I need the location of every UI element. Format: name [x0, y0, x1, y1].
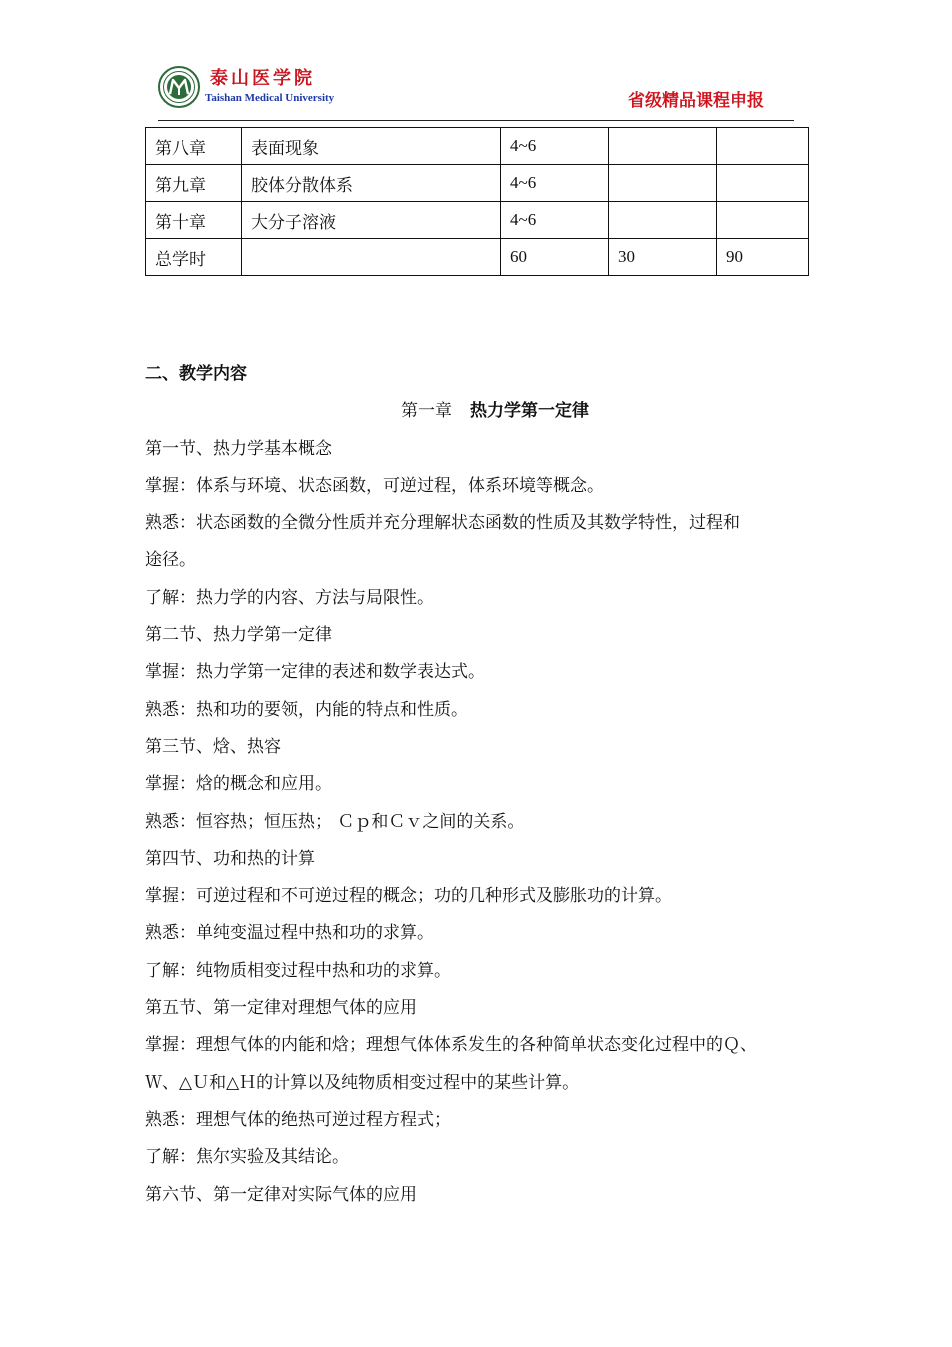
content-line: 熟悉：热和功的要领，内能的特点和性质。: [145, 699, 468, 720]
hours-cell: [609, 202, 717, 239]
content-line: 熟悉：理想气体的绝热可逆过程方程式；: [145, 1109, 451, 1130]
content-line: 第四节、功和热的计算: [145, 848, 315, 869]
chapter-name: 热力学第一定律: [470, 401, 589, 422]
content-line: 掌握：体系与环境、状态函数，可逆过程，体系环境等概念。: [145, 475, 604, 496]
content-line: 第二节、热力学第一定律: [145, 625, 332, 646]
content-line: 掌握：理想气体的内能和焓；理想气体体系发生的各种简单状态变化过程中的Ｑ、: [145, 1035, 757, 1056]
title-cell: [242, 239, 501, 276]
hours-cell: [717, 165, 809, 202]
content-line: 了解：焦尔实验及其结论。: [145, 1147, 349, 1168]
total-hours-cell: 90: [717, 239, 809, 276]
chapter-cell: 第八章: [146, 128, 242, 165]
content-line: 熟悉：状态函数的全微分性质并充分理解状态函数的性质及其数学特性，过程和: [145, 513, 740, 534]
content-line: 第三节、焓、热容: [145, 736, 281, 757]
content-line: 第六节、第一定律对实际气体的应用: [145, 1184, 417, 1205]
hours-cell: [717, 202, 809, 239]
hours-cell: [609, 165, 717, 202]
content-line: 掌握：可逆过程和不可逆过程的概念；功的几种形式及膨胀功的计算。: [145, 886, 672, 907]
chapter-cell: 第十章: [146, 202, 242, 239]
hours-cell: 4~6: [501, 202, 609, 239]
content-line: 了解：热力学的内容、方法与局限性。: [145, 587, 434, 608]
university-name-cn: 泰山医学院: [210, 68, 315, 89]
chapter-cell: 第九章: [146, 165, 242, 202]
total-hours-cell: 60: [501, 239, 609, 276]
hours-cell: 4~6: [501, 165, 609, 202]
hours-cell: [609, 128, 717, 165]
content-line: 熟悉：恒容热；恒压热； Ｃｐ和Ｃｖ之间的关系。: [145, 811, 525, 832]
table-row-total: [146, 239, 809, 276]
content-line: 掌握：热力学第一定律的表述和数学表达式。: [145, 662, 485, 683]
course-application-title: 省级精品课程申报: [628, 91, 764, 111]
university-seal-icon: [158, 66, 200, 108]
title-cell: 胶体分散体系: [242, 165, 501, 202]
hours-cell: [717, 128, 809, 165]
course-hours-table: [145, 127, 809, 276]
table-row: [146, 202, 809, 239]
content-line: 了解：纯物质相变过程中热和功的求算。: [145, 960, 451, 981]
hours-cell: 4~6: [501, 128, 609, 165]
teaching-content: [145, 356, 815, 1214]
university-name-en: Taishan Medical University: [205, 92, 335, 104]
title-cell: 表面现象: [242, 128, 501, 165]
table-row: [146, 165, 809, 202]
header-divider: [158, 120, 794, 121]
page-header: [0, 0, 952, 125]
content-line: 第五节、第一定律对理想气体的应用: [145, 998, 417, 1019]
content-line: Ｗ、△Ｕ和△Ｈ的计算以及纯物质相变过程中的某些计算。: [145, 1072, 580, 1093]
content-line: 第一节、热力学基本概念: [145, 438, 332, 459]
total-hours-cell: 30: [609, 239, 717, 276]
chapter-title: [145, 393, 815, 430]
title-cell: 大分子溶液: [242, 202, 501, 239]
chapter-number: 第一章: [401, 401, 452, 422]
section-heading: 二、教学内容: [145, 364, 247, 384]
table-row: [146, 128, 809, 165]
total-label-cell: 总学时: [146, 239, 242, 276]
content-line: 熟悉：单纯变温过程中热和功的求算。: [145, 923, 434, 944]
content-line: 掌握：焓的概念和应用。: [145, 774, 332, 795]
content-line: 途径。: [145, 550, 196, 571]
